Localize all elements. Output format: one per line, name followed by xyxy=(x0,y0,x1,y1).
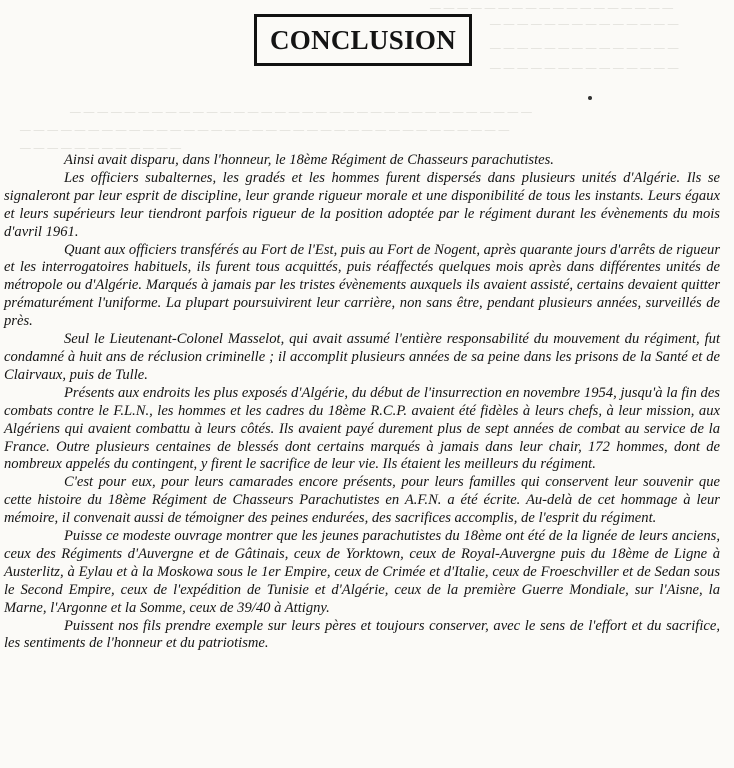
paragraph: Les officiers subalternes, les gradés et les hommes furent dispersés dans plusieurs unités d'Algérie. Ils se signaleront par leur esprit de discipline, leur grande rigueur morale et une disponibilité de tous les instants. Leurs égaux et leurs supérieurs leur tiendront parfois rigueur de la position adoptée par le régiment durant les évènements du mois d'avril 1961. xyxy=(4,169,720,240)
paragraph: Seul le Lieutenant-Colonel Masselot, qui avait assumé l'entière responsabilité du mouvement du régiment, fut condamné à huit ans de réclusion criminelle ; il accomplit plusieurs années de sa peine dans les prisons de la Santé et de Clairvaux, puis de Tulle. xyxy=(4,331,720,383)
paragraph: Puissent nos fils prendre exemple sur leurs pères et toujours conserver, avec le sens de l'effort et du sacrifice, les sentiments de l'honneur et du patriotisme. xyxy=(4,617,720,652)
paragraph: Présents aux endroits les plus exposés d'Algérie, du début de l'insurrection en novembre 1954, jusqu'à la fin des combats contre le F.L.N., les hommes et les cadres du 18ème R.C.P. avaient été fidèles à leurs chefs, à leur mission, aux Algériens qui avaient combattu à leurs côtés. Ils avaient payé durement plus de sept années de combat au service de la France. Outre plusieurs centaines de blessés dont certains marqués à jamais dans leur chair, 172 hommes, dont de nombreux appelés du contingent, y firent le sacrifice de leur vie. Ils étaient les meilleurs du régiment. xyxy=(4,384,720,473)
title-box xyxy=(254,14,472,66)
ink-mark xyxy=(588,96,592,100)
paragraph: Ainsi avait disparu, dans l'honneur, le 18ème Régiment de Chasseurs parachutistes. xyxy=(64,152,554,168)
scanned-page: — — — — — — — — — — — — — — — — — — — — — — — — — — — — — — — — — — — — — — — — — — — — — — — — — — — — — — — — — — — — — — — — — — — — — — — — — — — — — — — — — — — — — — — — — — — — — — — — — — — — — — — — — — — — — — — — — — — — — — — — — — — — — — — — — — — — — — — — — — — — — — CONCLUSION Ainsi avait disparu, dans l'honneur, le 18ème Régiment de Chasseurs parachutistes. Les officiers subalternes, les gradés et les hommes furent dispersés dans plusieurs unités d'Algérie. Ils se signaleront par leur esprit de discipline, leur grande rigueur morale et une disponibilité de tous les instants. Leurs égaux et leurs supérieurs leur tiendront parfois rigueur de la position adoptée par le régiment durant les évènements du mois d'avril 1961. Quant aux officiers transférés au Fort de l'Est, puis au Fort de Nogent, après quarante jours d'arrêts de rigueur et les interrogatoires habituels, ils furent tous acquittés, puis réaffectés quelques mois après dans différentes unités de métropole ou d'Algérie. Marqués à jamais par les tristes évènements auxquels ils avaient assisté, certains devaient quitter prématurément l'uniforme. La plupart poursuivirent leur carrière, non sans être, pendant plusieurs années, surveillés de près. Seul le Lieutenant-Colonel Masselot, qui avait assumé l'entière responsabilité du mouvement du régiment, fut condamné à huit ans de réclusion criminelle ; il accomplit plusieurs années de sa peine dans les prisons de la Santé et de Clairvaux, puis de Tulle. Présents aux endroits les plus exposés d'Algérie, du début de l'insurrection en novembre 1954, jusqu'à la fin des combats contre le F.L.N., les hommes et les cadres du 18ème R.C.P. avaient été fidèles à leurs chefs, à leur mission, aux Algériens qui avaient combattu à leurs côtés. Ils avaient payé durement plus de sept années de combat au service de la France. Outre plusieurs centaines de blessés dont certains marqués à jamais dans leur chair, 172 hommes, dont de nombreux appelés du contingent, y firent le sacrifice de leur vie. Ils étaient les meilleurs du régiment. C'est pour eux, pour leurs camarades encore présents, pour leurs familles qui conservent leur souvenir que cette histoire du 18ème Régiment de Chasseurs Parachutistes en A.F.N. a été écrite. Au-delà de cet hommage à leur mémoire, il convenait aussi de témoigner des peines endurées, des sacrifices accomplis, de l'esprit du régiment. Puisse ce modeste ouvrage montrer que les jeunes parachutistes du 18ème ont été de la lignée de leurs anciens, ceux des Régiments d'Auvergne et de Gâtinais, ceux de Yorktown, ceux de Royal-Auvergne puis du 18ème de Ligne à Austerlitz, à Eylau et à la Moskowa sous le 1er Empire, ceux de Crimée et d'Italie, ceux de Froeschviller et de Sedan sous le Second Empire, ceux de l'expédition de Tunisie et d'Algérie, ceux de la première Guerre Mondiale, sur l'Aisne, la Marne, l'Argonne et la Somme, ceux de 39/40 à Attigny. Puissent nos fils prendre exemple sur leurs pères et toujours conserver, avec le sens de l'effort et du sacrifice, les sentiments de l'honneur et du patriotisme. xyxy=(4,0,720,652)
paragraph: Quant aux officiers transférés au Fort de l'Est, puis au Fort de Nogent, après quarante jours d'arrêts de rigueur et les interrogatoires habituels, ils furent tous acquittés, puis réaffectés quelques mois après dans différentes unités de métropole ou d'Algérie. Marqués à jamais par les tristes évènements auxquels ils avaient assisté, certains devaient quitter prématurément l'uniforme. La plupart poursuivirent leur carrière, non sans être, pendant plusieurs années, surveillés de près. xyxy=(4,241,720,330)
body-text xyxy=(4,152,720,653)
paragraph: Puisse ce modeste ouvrage montrer que les jeunes parachutistes du 18ème ont été de la lignée de leurs anciens, ceux des Régiments d'Auvergne et de Gâtinais, ceux de Yorktown, ceux de Royal-Auvergne puis du 18ème de Ligne à Austerlitz, à Eylau et à la Moskowa sous le 1er Empire, ceux de Crimée et d'Italie, ceux de Froeschviller et de Sedan sous le Second Empire, ceux de l'expédition de Tunisie et d'Algérie, ceux de la première Guerre Mondiale, sur l'Aisne, la Marne, l'Argonne et la Somme, ceux de 39/40 à Attigny. xyxy=(4,528,720,616)
page-title: CONCLUSION xyxy=(269,24,457,55)
paragraph: C'est pour eux, pour leurs camarades encore présents, pour leurs familles qui conservent leur souvenir que cette histoire du 18ème Régiment de Chasseurs Parachutistes en A.F.N. a été écrite. Au-delà de cet hommage à leur mémoire, il convenait aussi de témoigner des peines endurées, des sacrifices accomplis, de l'esprit du régiment. xyxy=(4,474,720,527)
